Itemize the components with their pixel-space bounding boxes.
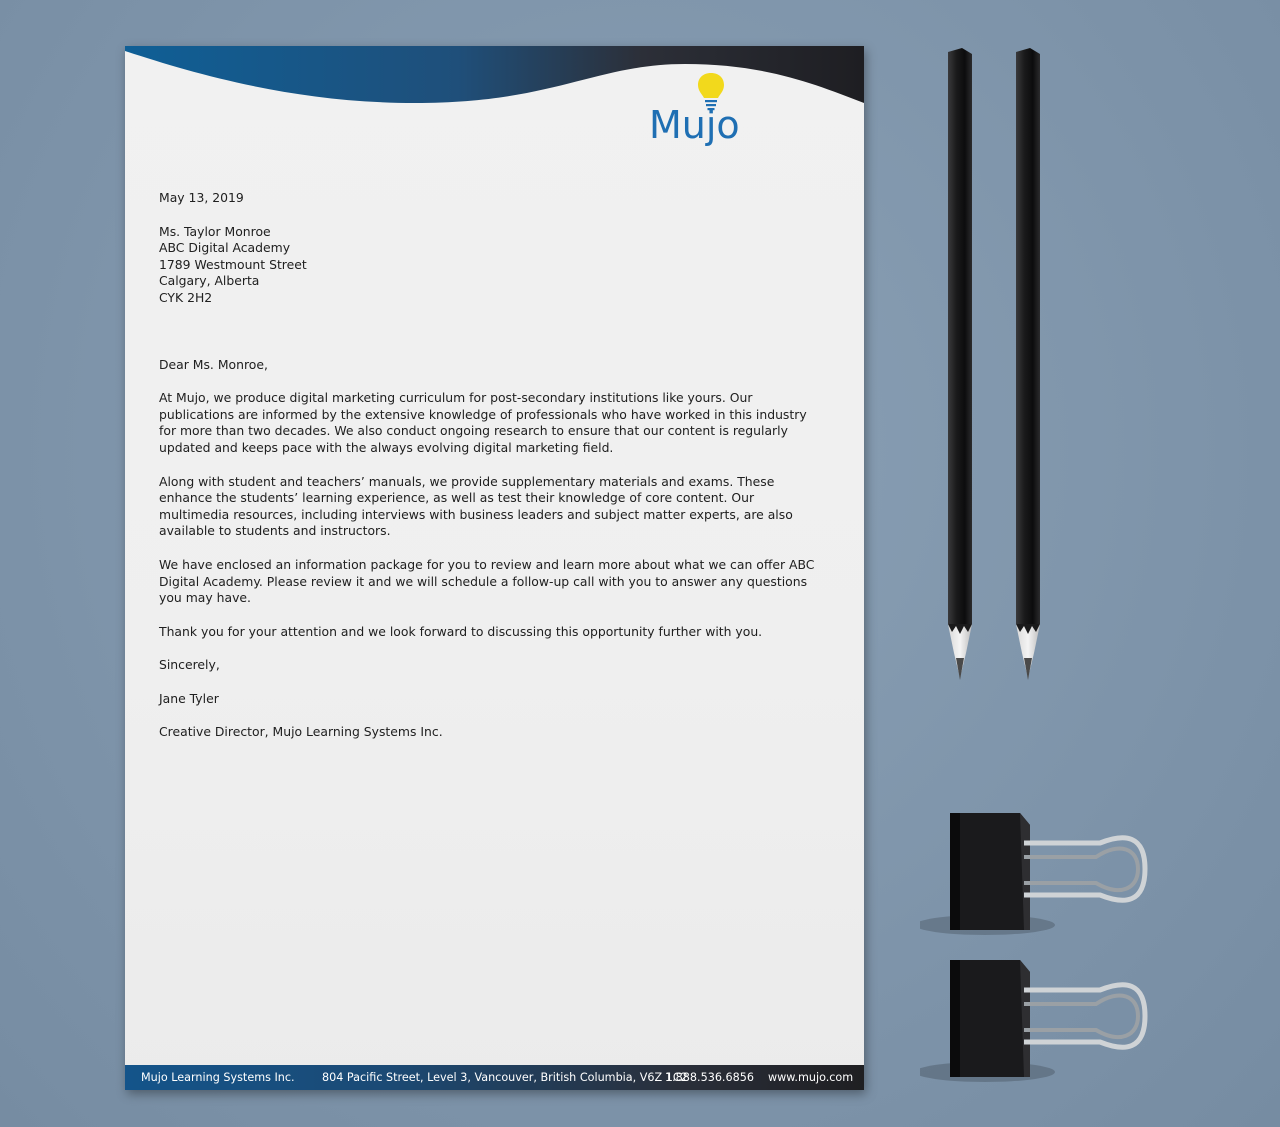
footer-phone: 1.888.536.6856 bbox=[665, 1071, 754, 1084]
letterhead-page bbox=[125, 46, 864, 1090]
footer-website: www.mujo.com bbox=[768, 1071, 854, 1084]
body-paragraph: We have enclosed an information package for you to review and learn more about what we can offer ABC Digital Academy. Please review it and we will schedule a follow-up call with you to answer any questions you may have. bbox=[159, 556, 815, 606]
body-paragraph: At Mujo, we produce digital marketing curriculum for post-secondary institutions like yours. Our publications are informed by the extensive knowledge of professionals who have worked in this industry for more than two decades. We also conduct ongoing research to ensure that our content is regularly updated and keeps pace with the always evolving digital marketing field. bbox=[159, 390, 807, 455]
signer-name: Jane Tyler bbox=[159, 690, 219, 706]
letterhead-footer bbox=[125, 1065, 864, 1090]
letter-date: May 13, 2019 bbox=[159, 190, 244, 205]
binder-clip-icon bbox=[920, 805, 1150, 940]
mujo-logo bbox=[647, 72, 743, 154]
signer-title: Creative Director, Mujo Learning Systems Inc. bbox=[159, 724, 443, 740]
footer-company: Mujo Learning Systems Inc. bbox=[141, 1071, 295, 1084]
recipient-postal-code: CYK 2H2 bbox=[159, 289, 213, 305]
recipient-city: Calgary, Alberta bbox=[159, 273, 260, 289]
footer-address: 804 Pacific Street, Level 3, Vancouver, British Columbia, V6Z 1C2 bbox=[322, 1071, 688, 1084]
pencil-icon bbox=[1004, 48, 1048, 684]
pencil-icon bbox=[936, 48, 980, 684]
body-paragraph: Along with student and teachers’ manuals, we provide supplementary materials and exams. These enhance the students’ learning experience, as well as test their knowledge of core content. Our multimedia resources, including interviews with business leaders and subject matter experts, are also available to students and instructors. bbox=[159, 473, 793, 539]
recipient-organization: ABC Digital Academy bbox=[159, 240, 291, 256]
closing: Sincerely, bbox=[159, 657, 220, 673]
recipient-name: Ms. Taylor Monroe bbox=[159, 223, 271, 239]
binder-clip-icon bbox=[920, 952, 1150, 1087]
brand-wordmark: Mujo bbox=[649, 103, 740, 147]
letter-body bbox=[159, 190, 819, 741]
header-wave bbox=[125, 46, 864, 116]
salutation: Dear Ms. Monroe, bbox=[159, 356, 268, 372]
body-paragraph: Thank you for your attention and we look forward to discussing this opportunity further with you. bbox=[159, 623, 763, 639]
recipient-street: 1789 Westmount Street bbox=[159, 256, 307, 272]
